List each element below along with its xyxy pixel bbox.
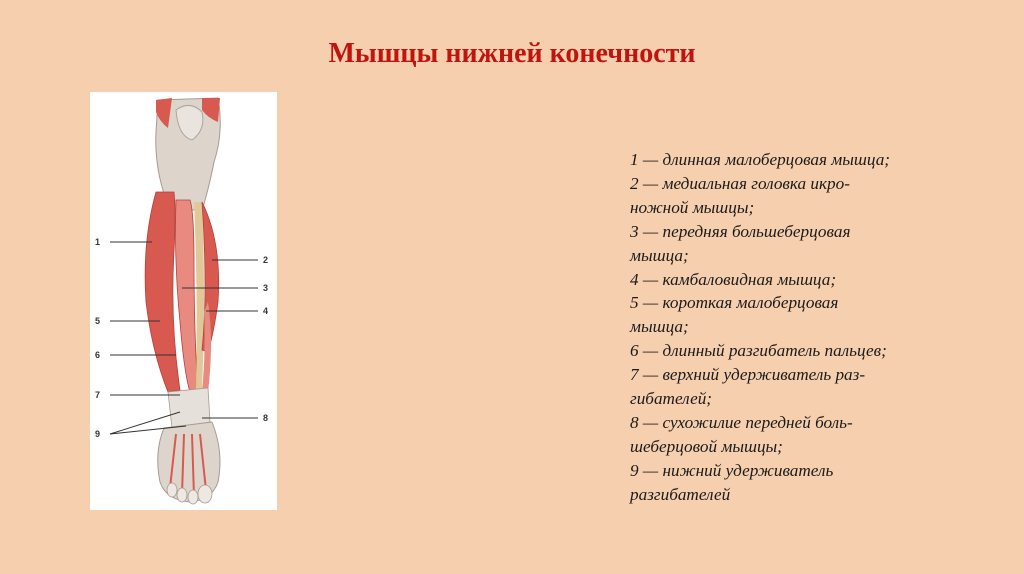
legend-item: 4 — камбаловидная мышца; — [630, 269, 837, 289]
leg-muscles-figure — [90, 92, 277, 510]
slide-title: Мышцы нижней конечности — [328, 38, 696, 69]
callout-number-2: 2 — [263, 255, 269, 265]
callout-number-3: 3 — [263, 283, 269, 293]
tibialis-anterior-muscle — [176, 200, 199, 392]
legend-item: 1 — длинная малоберцовая мышца; — [630, 150, 891, 169]
legend-item: 7 — верхний удерживатель раз- гибателей; — [630, 365, 866, 409]
callout-number-8: 8 — [263, 413, 269, 423]
toe — [188, 490, 198, 504]
legend-item: 6 — длинный разгибатель пальцев; — [630, 341, 887, 361]
callout-number-4: 4 — [263, 306, 269, 316]
callout-number-7: 7 — [95, 390, 101, 400]
legend-item: 9 — нижний удерживатель разгибателей — [630, 460, 834, 504]
legend-item: 8 — сухожилие передней боль- шеберцовой мышцы; — [630, 412, 853, 456]
extensor-retinaculum — [168, 388, 210, 428]
callout-number-9: 9 — [95, 429, 101, 439]
legend-item: 3 — передняя большеберцовая мышца; — [630, 221, 851, 265]
legend-item: 5 — короткая малоберцовая мышца; — [630, 293, 839, 337]
legend-item: 2 — медиальная головка икро- ножной мышцы; — [630, 173, 850, 217]
callout-number-1: 1 — [95, 237, 101, 247]
leg-illustration — [90, 92, 277, 510]
callout-number-6: 6 — [95, 350, 101, 360]
toe — [177, 488, 187, 502]
peroneus-longus-muscle — [145, 192, 180, 392]
toe — [167, 483, 177, 497]
callout-number-5: 5 — [95, 316, 101, 326]
legend-list — [630, 148, 970, 507]
toe — [198, 485, 212, 503]
